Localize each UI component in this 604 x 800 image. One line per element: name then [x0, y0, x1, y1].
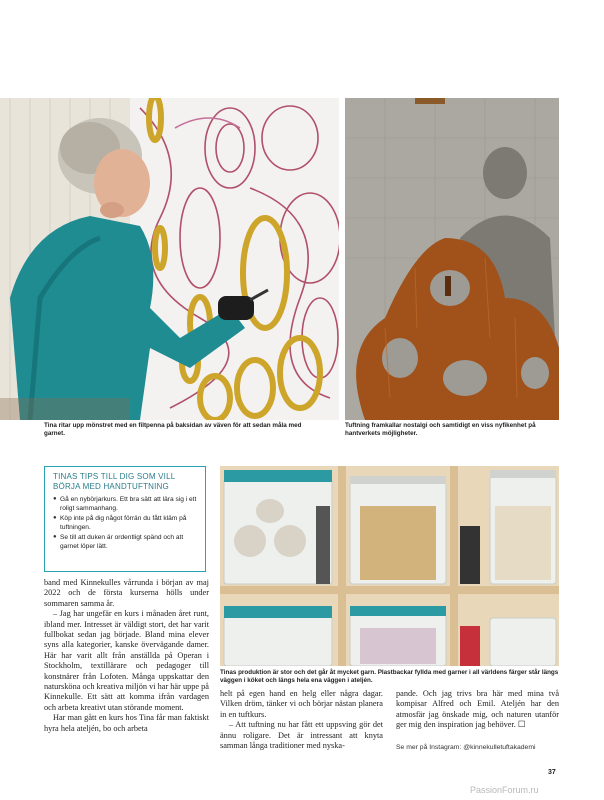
photo-tufting-loops-image: [345, 98, 559, 420]
photo-yarn-shelves: [220, 466, 559, 666]
paragraph: – Jag har ungefär en kurs i månaden året runt, ibland mer. Intresset är väldigt stort, det har varit fullbokat sedan jag började. Bland mina elever syns alla kategorier, kanske övervägande damer. Här har varit allt från anställda på Operan i Stockholm, textillärare och pedagoger till konstnärer från Lofoten. Många uppskattar den natursköna och kreativa miljön vi har här uppe på Kinnekulle. Ett sätt att komma ifrån vardagen och arbeta kreativt utan störande moment.: [44, 609, 209, 712]
photo-tina-drawing-image: [0, 98, 339, 420]
paragraph: Har man gått en kurs hos Tina får man faktiskt hyra hela ateljén, bo och arbeta: [44, 713, 209, 733]
paragraph: pande. Och jag trivs bra här med mina två kompisar Alfred och Emil. Ateljén har den atmosfär jag önskade mig, och naturen utanför ger mig den inspiration jag behöver. ☐: [396, 689, 559, 730]
paragraph: – Att tuftning nu har fått ett uppsving gör det ännu roligare. Det är intressant att knyta samman långa traditioner med nyska-: [220, 720, 383, 751]
article-column-2: [220, 689, 383, 751]
paragraph: band med Kinnekulles vårrunda i början av maj 2022 och de första kurserna hölls under sommaren samma år.: [44, 578, 209, 608]
tip-item: ● Gå en nybörjarkurs. Ett bra sätt att lära sig i ett roligt sammanhang.: [53, 495, 197, 513]
page-number: 37: [548, 769, 556, 776]
caption-right-photo: Tuftning framkallar nostalgi och samtidigt en viss nyfikenhet på hantverkets möjligheter.: [345, 422, 536, 437]
tip-item: ● Köp inte på dig något förrän du fått kläm på tuftningen.: [53, 514, 197, 532]
watermark: PassionForum.ru: [470, 785, 539, 795]
caption-shelf-photo: Tinas produktion är stor och det går åt mycket garn. Plastbackar fyllda med garner i all världens färger står längs väggen i köket och längs hela ena väggen i ateljén.: [220, 669, 559, 684]
photo-yarn-shelves-image: [220, 466, 559, 666]
photo-tina-drawing: [0, 98, 339, 420]
caption-left-photo: Tina ritar upp mönstret med en filtpenna på baksidan av väven för att sedan måla med garnet.: [44, 422, 302, 437]
tips-box: [44, 466, 206, 572]
tip-item: ● Se till att duken är ordentligt spänd och att garnet löper lätt.: [53, 533, 197, 551]
photo-tufting-loops: [345, 98, 559, 420]
article-column-1: [44, 578, 209, 734]
tips-title: TINAS TIPS TILL DIG SOM VILL BÖRJA MED HANDTUFTNING: [53, 472, 176, 491]
paragraph: helt på egen hand en helg eller några dagar. Vilken dröm, tänker vi och börjar nästan planera in en tuftkurs.: [220, 689, 383, 719]
article-column-3: [396, 689, 559, 731]
instagram-credit: Se mer på Instagram: @kinnekulletuftakademi: [396, 744, 536, 751]
